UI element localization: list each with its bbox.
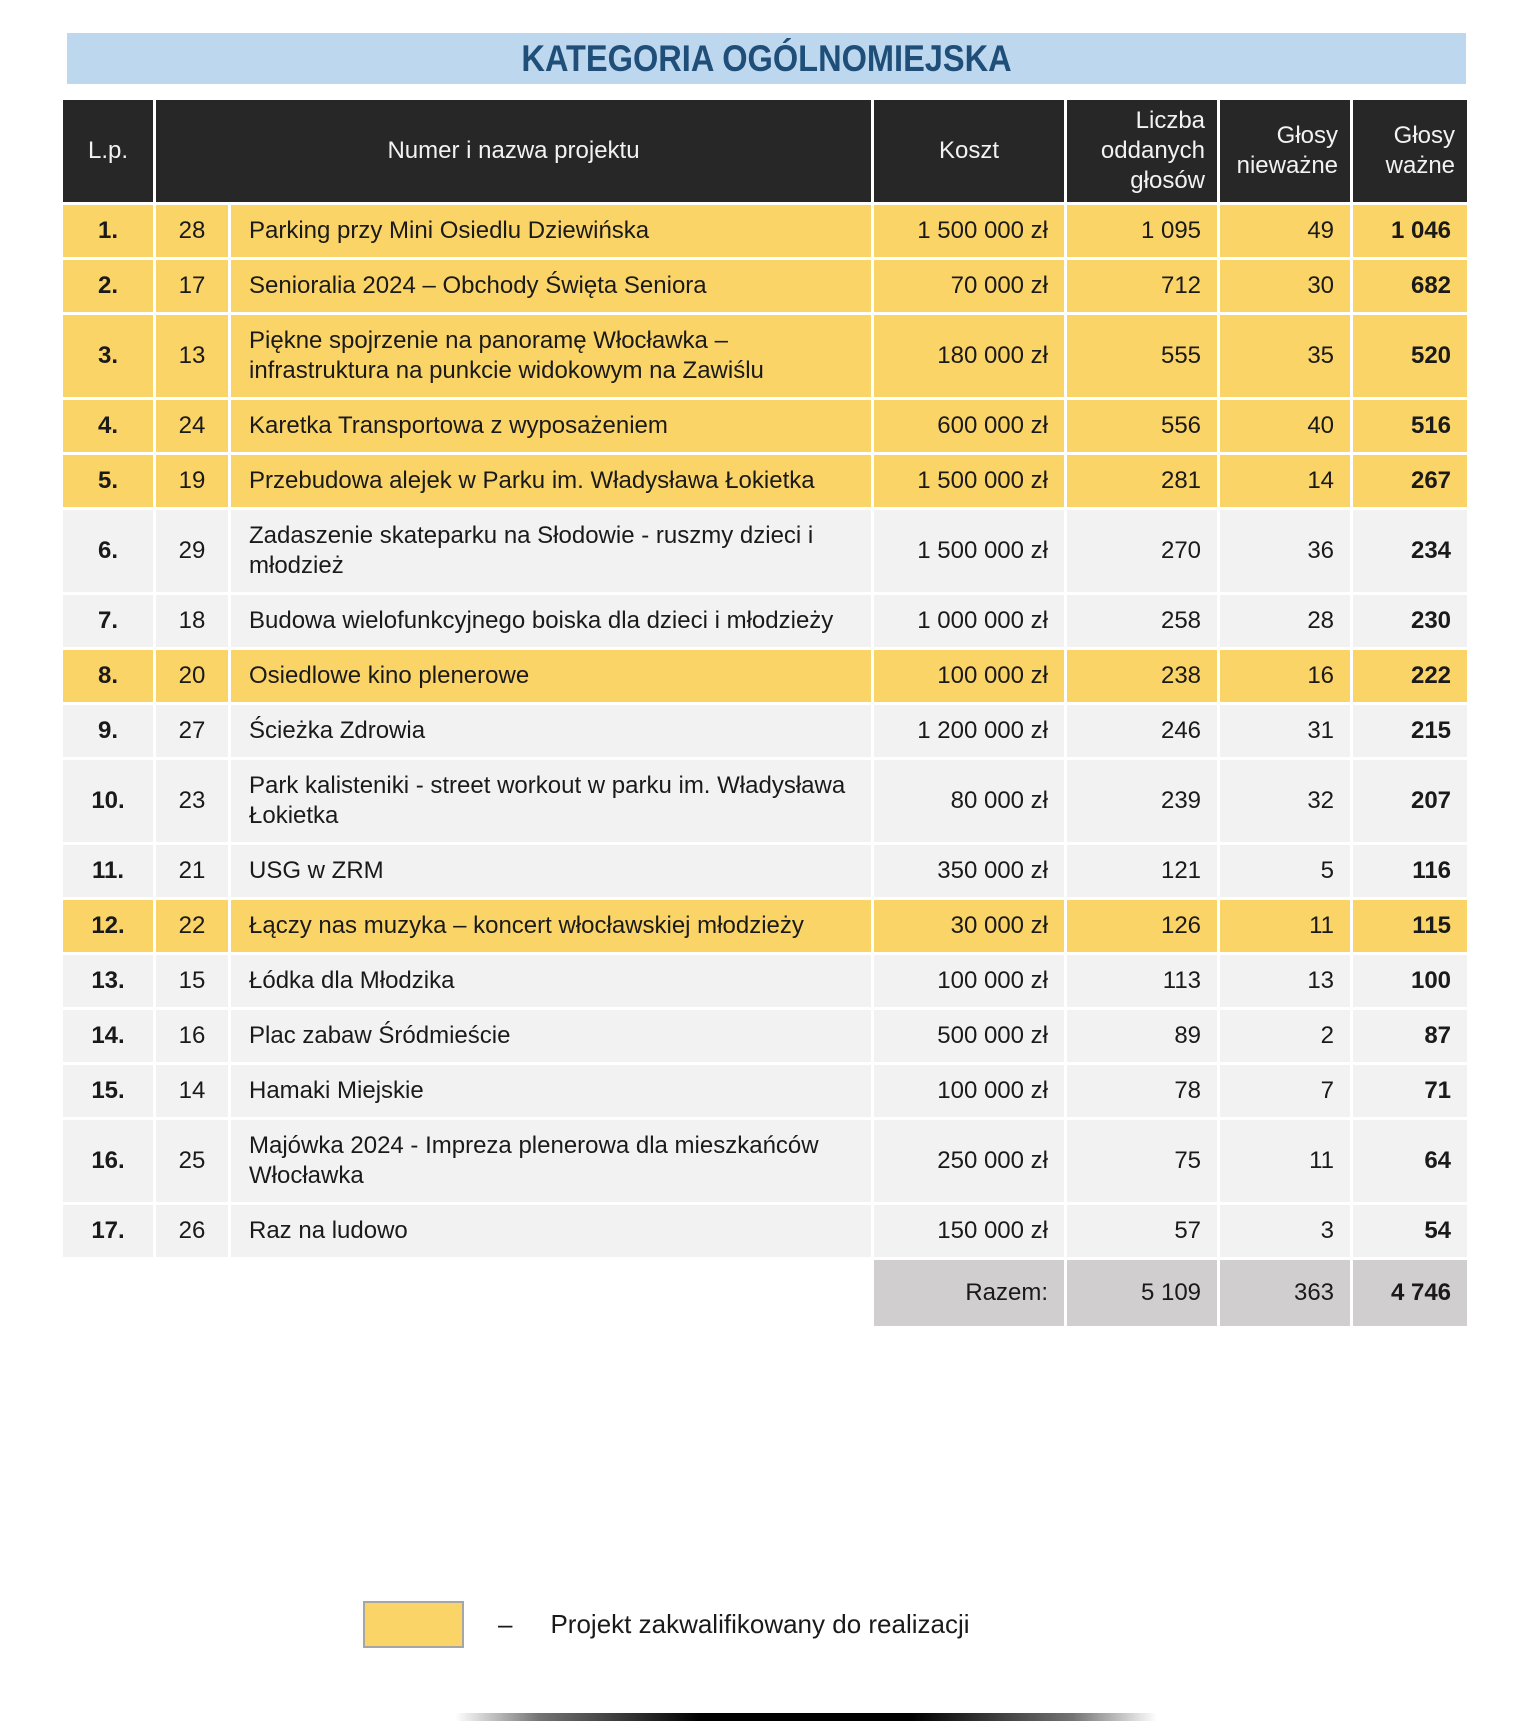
cell-project-name: USG w ZRM	[231, 845, 871, 897]
cell-votes-cast: 239	[1067, 760, 1217, 842]
cell-votes-invalid: 28	[1220, 595, 1350, 647]
cell-votes-invalid: 35	[1220, 315, 1350, 397]
table-row	[63, 400, 1467, 452]
cell-votes-invalid: 49	[1220, 205, 1350, 257]
cell-votes-cast: 78	[1067, 1065, 1217, 1117]
cell-project-name: Parking przy Mini Osiedlu Dziewińska	[231, 205, 871, 257]
cell-project-number: 24	[156, 400, 228, 452]
cell-cost: 1 500 000 zł	[874, 510, 1064, 592]
category-banner	[67, 33, 1466, 84]
table-row	[63, 260, 1467, 312]
cell-cost: 80 000 zł	[874, 760, 1064, 842]
cell-project-number: 17	[156, 260, 228, 312]
cell-votes-cast: 89	[1067, 1010, 1217, 1062]
cell-cost: 180 000 zł	[874, 315, 1064, 397]
cell-project-number: 16	[156, 1010, 228, 1062]
cell-votes-cast: 126	[1067, 900, 1217, 952]
cell-rank: 2.	[63, 260, 153, 312]
cell-project-number: 13	[156, 315, 228, 397]
cell-rank: 4.	[63, 400, 153, 452]
total-votes-valid: 4 746	[1353, 1260, 1467, 1326]
cell-project-name: Park kalisteniki - street workout w parku im. Władysława Łokietka	[231, 760, 871, 842]
cell-rank: 1.	[63, 205, 153, 257]
cell-votes-invalid: 40	[1220, 400, 1350, 452]
cell-project-name: Osiedlowe kino plenerowe	[231, 650, 871, 702]
cell-votes-valid: 54	[1353, 1205, 1467, 1257]
cell-votes-invalid: 16	[1220, 650, 1350, 702]
table-total-row	[63, 1260, 1467, 1326]
total-label: Razem:	[874, 1260, 1064, 1326]
cell-project-name: Przebudowa alejek w Parku im. Władysława Łokietka	[231, 455, 871, 507]
cell-votes-valid: 516	[1353, 400, 1467, 452]
cell-votes-valid: 87	[1353, 1010, 1467, 1062]
cell-votes-valid: 207	[1353, 760, 1467, 842]
cell-votes-invalid: 11	[1220, 900, 1350, 952]
cell-project-number: 22	[156, 900, 228, 952]
cell-votes-valid: 234	[1353, 510, 1467, 592]
table-header	[63, 100, 1467, 202]
cell-votes-valid: 1 046	[1353, 205, 1467, 257]
cell-rank: 9.	[63, 705, 153, 757]
cell-cost: 1 500 000 zł	[874, 205, 1064, 257]
cell-votes-cast: 121	[1067, 845, 1217, 897]
cell-cost: 1 200 000 zł	[874, 705, 1064, 757]
cell-cost: 500 000 zł	[874, 1010, 1064, 1062]
cell-votes-invalid: 2	[1220, 1010, 1350, 1062]
cell-votes-valid: 267	[1353, 455, 1467, 507]
cell-votes-invalid: 31	[1220, 705, 1350, 757]
cell-project-name: Plac zabaw Śródmieście	[231, 1010, 871, 1062]
cell-votes-cast: 75	[1067, 1120, 1217, 1202]
cell-votes-cast: 712	[1067, 260, 1217, 312]
table-row	[63, 955, 1467, 1007]
total-row-spacer	[63, 1260, 871, 1326]
cell-votes-valid: 682	[1353, 260, 1467, 312]
cell-cost: 100 000 zł	[874, 955, 1064, 1007]
cell-project-number: 28	[156, 205, 228, 257]
cell-project-name: Łódka dla Młodzika	[231, 955, 871, 1007]
cell-rank: 14.	[63, 1010, 153, 1062]
cell-project-number: 21	[156, 845, 228, 897]
cell-cost: 30 000 zł	[874, 900, 1064, 952]
cell-rank: 16.	[63, 1120, 153, 1202]
cell-votes-invalid: 3	[1220, 1205, 1350, 1257]
cell-project-number: 18	[156, 595, 228, 647]
cell-project-name: Zadaszenie skateparku na Słodowie - ruszmy dzieci i młodzież	[231, 510, 871, 592]
col-header-votes-valid: Głosy ważne	[1353, 100, 1467, 202]
cell-project-number: 20	[156, 650, 228, 702]
cell-votes-cast: 556	[1067, 400, 1217, 452]
col-header-votes-invalid: Głosy nieważne	[1220, 100, 1350, 202]
cell-rank: 5.	[63, 455, 153, 507]
col-header-votes-cast: Liczba oddanych głosów	[1067, 100, 1217, 202]
table-row	[63, 760, 1467, 842]
table-row	[63, 900, 1467, 952]
cell-cost: 600 000 zł	[874, 400, 1064, 452]
cell-votes-invalid: 5	[1220, 845, 1350, 897]
cell-votes-valid: 71	[1353, 1065, 1467, 1117]
table-row	[63, 510, 1467, 592]
cell-votes-cast: 1 095	[1067, 205, 1217, 257]
cell-votes-invalid: 13	[1220, 955, 1350, 1007]
table-row	[63, 315, 1467, 397]
cell-votes-cast: 57	[1067, 1205, 1217, 1257]
cell-project-name: Karetka Transportowa z wyposażeniem	[231, 400, 871, 452]
cell-votes-invalid: 30	[1220, 260, 1350, 312]
table-row	[63, 705, 1467, 757]
cell-cost: 150 000 zł	[874, 1205, 1064, 1257]
cell-votes-valid: 100	[1353, 955, 1467, 1007]
cell-votes-cast: 258	[1067, 595, 1217, 647]
cell-rank: 11.	[63, 845, 153, 897]
cell-votes-cast: 270	[1067, 510, 1217, 592]
cell-project-number: 27	[156, 705, 228, 757]
cell-votes-cast: 555	[1067, 315, 1217, 397]
cell-votes-valid: 215	[1353, 705, 1467, 757]
legend-qualified-swatch	[363, 1601, 464, 1648]
cell-cost: 100 000 zł	[874, 650, 1064, 702]
cell-rank: 6.	[63, 510, 153, 592]
cell-project-name: Piękne spojrzenie na panoramę Włocławka – infrastruktura na punkcie widokowym na Zawiślu	[231, 315, 871, 397]
table-row	[63, 1120, 1467, 1202]
cell-project-name: Raz na ludowo	[231, 1205, 871, 1257]
cell-votes-valid: 115	[1353, 900, 1467, 952]
cell-rank: 12.	[63, 900, 153, 952]
cell-project-number: 15	[156, 955, 228, 1007]
legend-label: Projekt zakwalifikowany do realizacji	[550, 1609, 970, 1639]
table-row	[63, 1010, 1467, 1062]
cell-rank: 15.	[63, 1065, 153, 1117]
col-header-cost: Koszt	[874, 100, 1064, 202]
cell-cost: 1 000 000 zł	[874, 595, 1064, 647]
cell-project-name: Łączy nas muzyka – koncert włocławskiej młodzieży	[231, 900, 871, 952]
cell-cost: 1 500 000 zł	[874, 455, 1064, 507]
cell-votes-valid: 230	[1353, 595, 1467, 647]
cell-project-name: Senioralia 2024 – Obchody Święta Seniora	[231, 260, 871, 312]
cell-rank: 13.	[63, 955, 153, 1007]
cell-votes-invalid: 7	[1220, 1065, 1350, 1117]
total-votes-cast: 5 109	[1067, 1260, 1217, 1326]
cell-rank: 7.	[63, 595, 153, 647]
legend-dash: –	[498, 1609, 513, 1639]
cell-rank: 8.	[63, 650, 153, 702]
table-row	[63, 650, 1467, 702]
cell-cost: 250 000 zł	[874, 1120, 1064, 1202]
cell-project-name: Budowa wielofunkcyjnego boiska dla dzieci i młodzieży	[231, 595, 871, 647]
legend	[363, 1601, 970, 1648]
cell-project-name: Ścieżka Zdrowia	[231, 705, 871, 757]
cell-project-number: 29	[156, 510, 228, 592]
cell-project-number: 26	[156, 1205, 228, 1257]
cell-rank: 10.	[63, 760, 153, 842]
cell-project-name: Hamaki Miejskie	[231, 1065, 871, 1117]
results-table	[60, 97, 1470, 1329]
page-title: KATEGORIA OGÓLNOMIEJSKA	[521, 37, 1012, 79]
table-row	[63, 455, 1467, 507]
col-header-project: Numer i nazwa projektu	[156, 100, 871, 202]
table-body	[63, 205, 1467, 1257]
total-votes-invalid: 363	[1220, 1260, 1350, 1326]
cell-votes-cast: 238	[1067, 650, 1217, 702]
cell-cost: 70 000 zł	[874, 260, 1064, 312]
cell-votes-cast: 113	[1067, 955, 1217, 1007]
cell-votes-valid: 116	[1353, 845, 1467, 897]
table-row	[63, 1205, 1467, 1257]
cell-cost: 100 000 zł	[874, 1065, 1064, 1117]
cell-project-number: 19	[156, 455, 228, 507]
cell-votes-invalid: 36	[1220, 510, 1350, 592]
next-table-top-edge	[455, 1713, 1157, 1721]
table-row	[63, 595, 1467, 647]
cell-votes-valid: 64	[1353, 1120, 1467, 1202]
col-header-lp: L.p.	[63, 100, 153, 202]
table-row	[63, 1065, 1467, 1117]
cell-votes-invalid: 14	[1220, 455, 1350, 507]
cell-project-number: 25	[156, 1120, 228, 1202]
cell-votes-invalid: 11	[1220, 1120, 1350, 1202]
cell-project-number: 23	[156, 760, 228, 842]
cell-cost: 350 000 zł	[874, 845, 1064, 897]
cell-project-number: 14	[156, 1065, 228, 1117]
table-row	[63, 205, 1467, 257]
table-row	[63, 845, 1467, 897]
cell-rank: 17.	[63, 1205, 153, 1257]
cell-votes-valid: 520	[1353, 315, 1467, 397]
cell-votes-invalid: 32	[1220, 760, 1350, 842]
cell-votes-cast: 281	[1067, 455, 1217, 507]
cell-project-name: Majówka 2024 - Impreza plenerowa dla mieszkańców Włocławka	[231, 1120, 871, 1202]
cell-votes-valid: 222	[1353, 650, 1467, 702]
cell-rank: 3.	[63, 315, 153, 397]
cell-votes-cast: 246	[1067, 705, 1217, 757]
